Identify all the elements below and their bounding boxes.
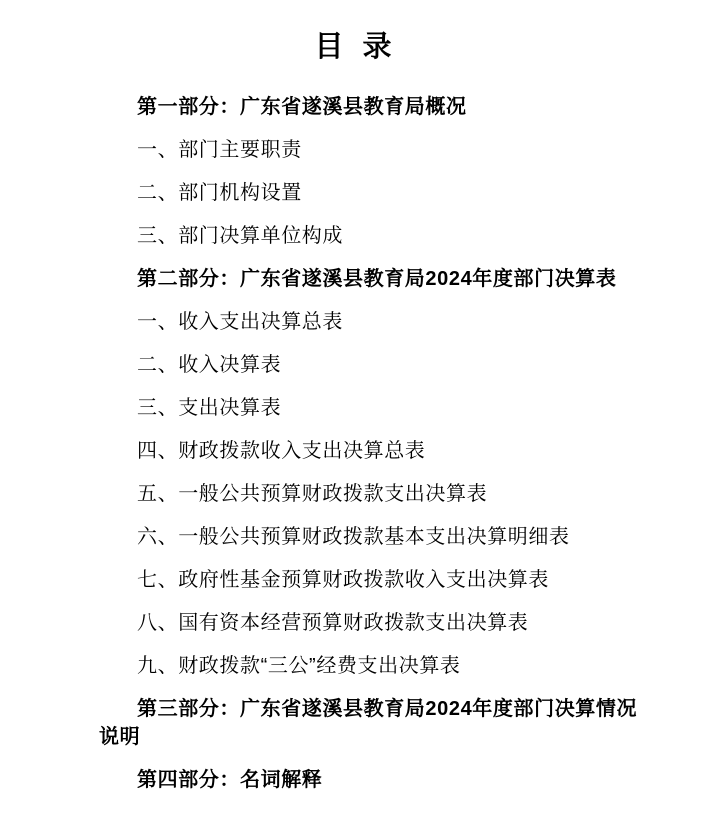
toc-entry-text: 五、一般公共预算财政拨款支出决算表: [137, 483, 488, 505]
toc-entry-text: 第一部分：广东省遂溪县教育局概况: [137, 96, 467, 118]
toc-part1-item-1: [99, 136, 707, 164]
toc-entry-text: 一、部门主要职责: [137, 139, 302, 161]
toc-entry-text: 二、收入决算表: [137, 354, 282, 376]
toc-part1-item-3: [99, 222, 707, 250]
toc-entry-text-line2: 说明: [99, 726, 141, 748]
toc-part2-heading: [99, 265, 707, 293]
toc-entry-text: 七、政府性基金预算财政拨款收入支出决算表: [137, 569, 549, 591]
toc-part3-heading: [99, 695, 707, 751]
toc-entry-text: 一、收入支出决算总表: [137, 311, 343, 333]
toc-part2-item-9: [99, 652, 707, 680]
toc-part2-item-4: [99, 437, 707, 465]
toc-entry-text: 第三部分：广东省遂溪县教育局2024年度部门决算情况: [137, 698, 638, 720]
toc-part2-item-5: [99, 480, 707, 508]
toc-part4-heading: [99, 766, 707, 794]
toc-entry-text: 八、国有资本经营预算财政拨款支出决算表: [137, 612, 529, 634]
toc-part2-item-8: [99, 609, 707, 637]
toc-part1-heading: [99, 93, 707, 121]
toc-entry-text: 二、部门机构设置: [137, 182, 302, 204]
toc-entry-text: 第四部分：名词解释: [137, 769, 323, 791]
toc-entry-text: 六、一般公共预算财政拨款基本支出决算明细表: [137, 526, 570, 548]
toc-part2-item-2: [99, 351, 707, 379]
toc-entry-text: 第二部分：广东省遂溪县教育局2024年度部门决算表: [137, 268, 617, 290]
document-title: 目 录: [314, 31, 393, 63]
toc-entry-text: 三、部门决算单位构成: [137, 225, 343, 247]
toc-part1-item-2: [99, 179, 707, 207]
toc-part2-item-1: [99, 308, 707, 336]
table-of-contents: [99, 93, 707, 794]
toc-part2-item-6: [99, 523, 707, 551]
toc-entry-text: 三、支出决算表: [137, 397, 282, 419]
toc-entry-text: 九、财政拨款“三公”经费支出决算表: [137, 655, 461, 677]
toc-part2-item-3: [99, 394, 707, 422]
toc-part2-item-7: [99, 566, 707, 594]
toc-entry-text: 四、财政拨款收入支出决算总表: [137, 440, 426, 462]
